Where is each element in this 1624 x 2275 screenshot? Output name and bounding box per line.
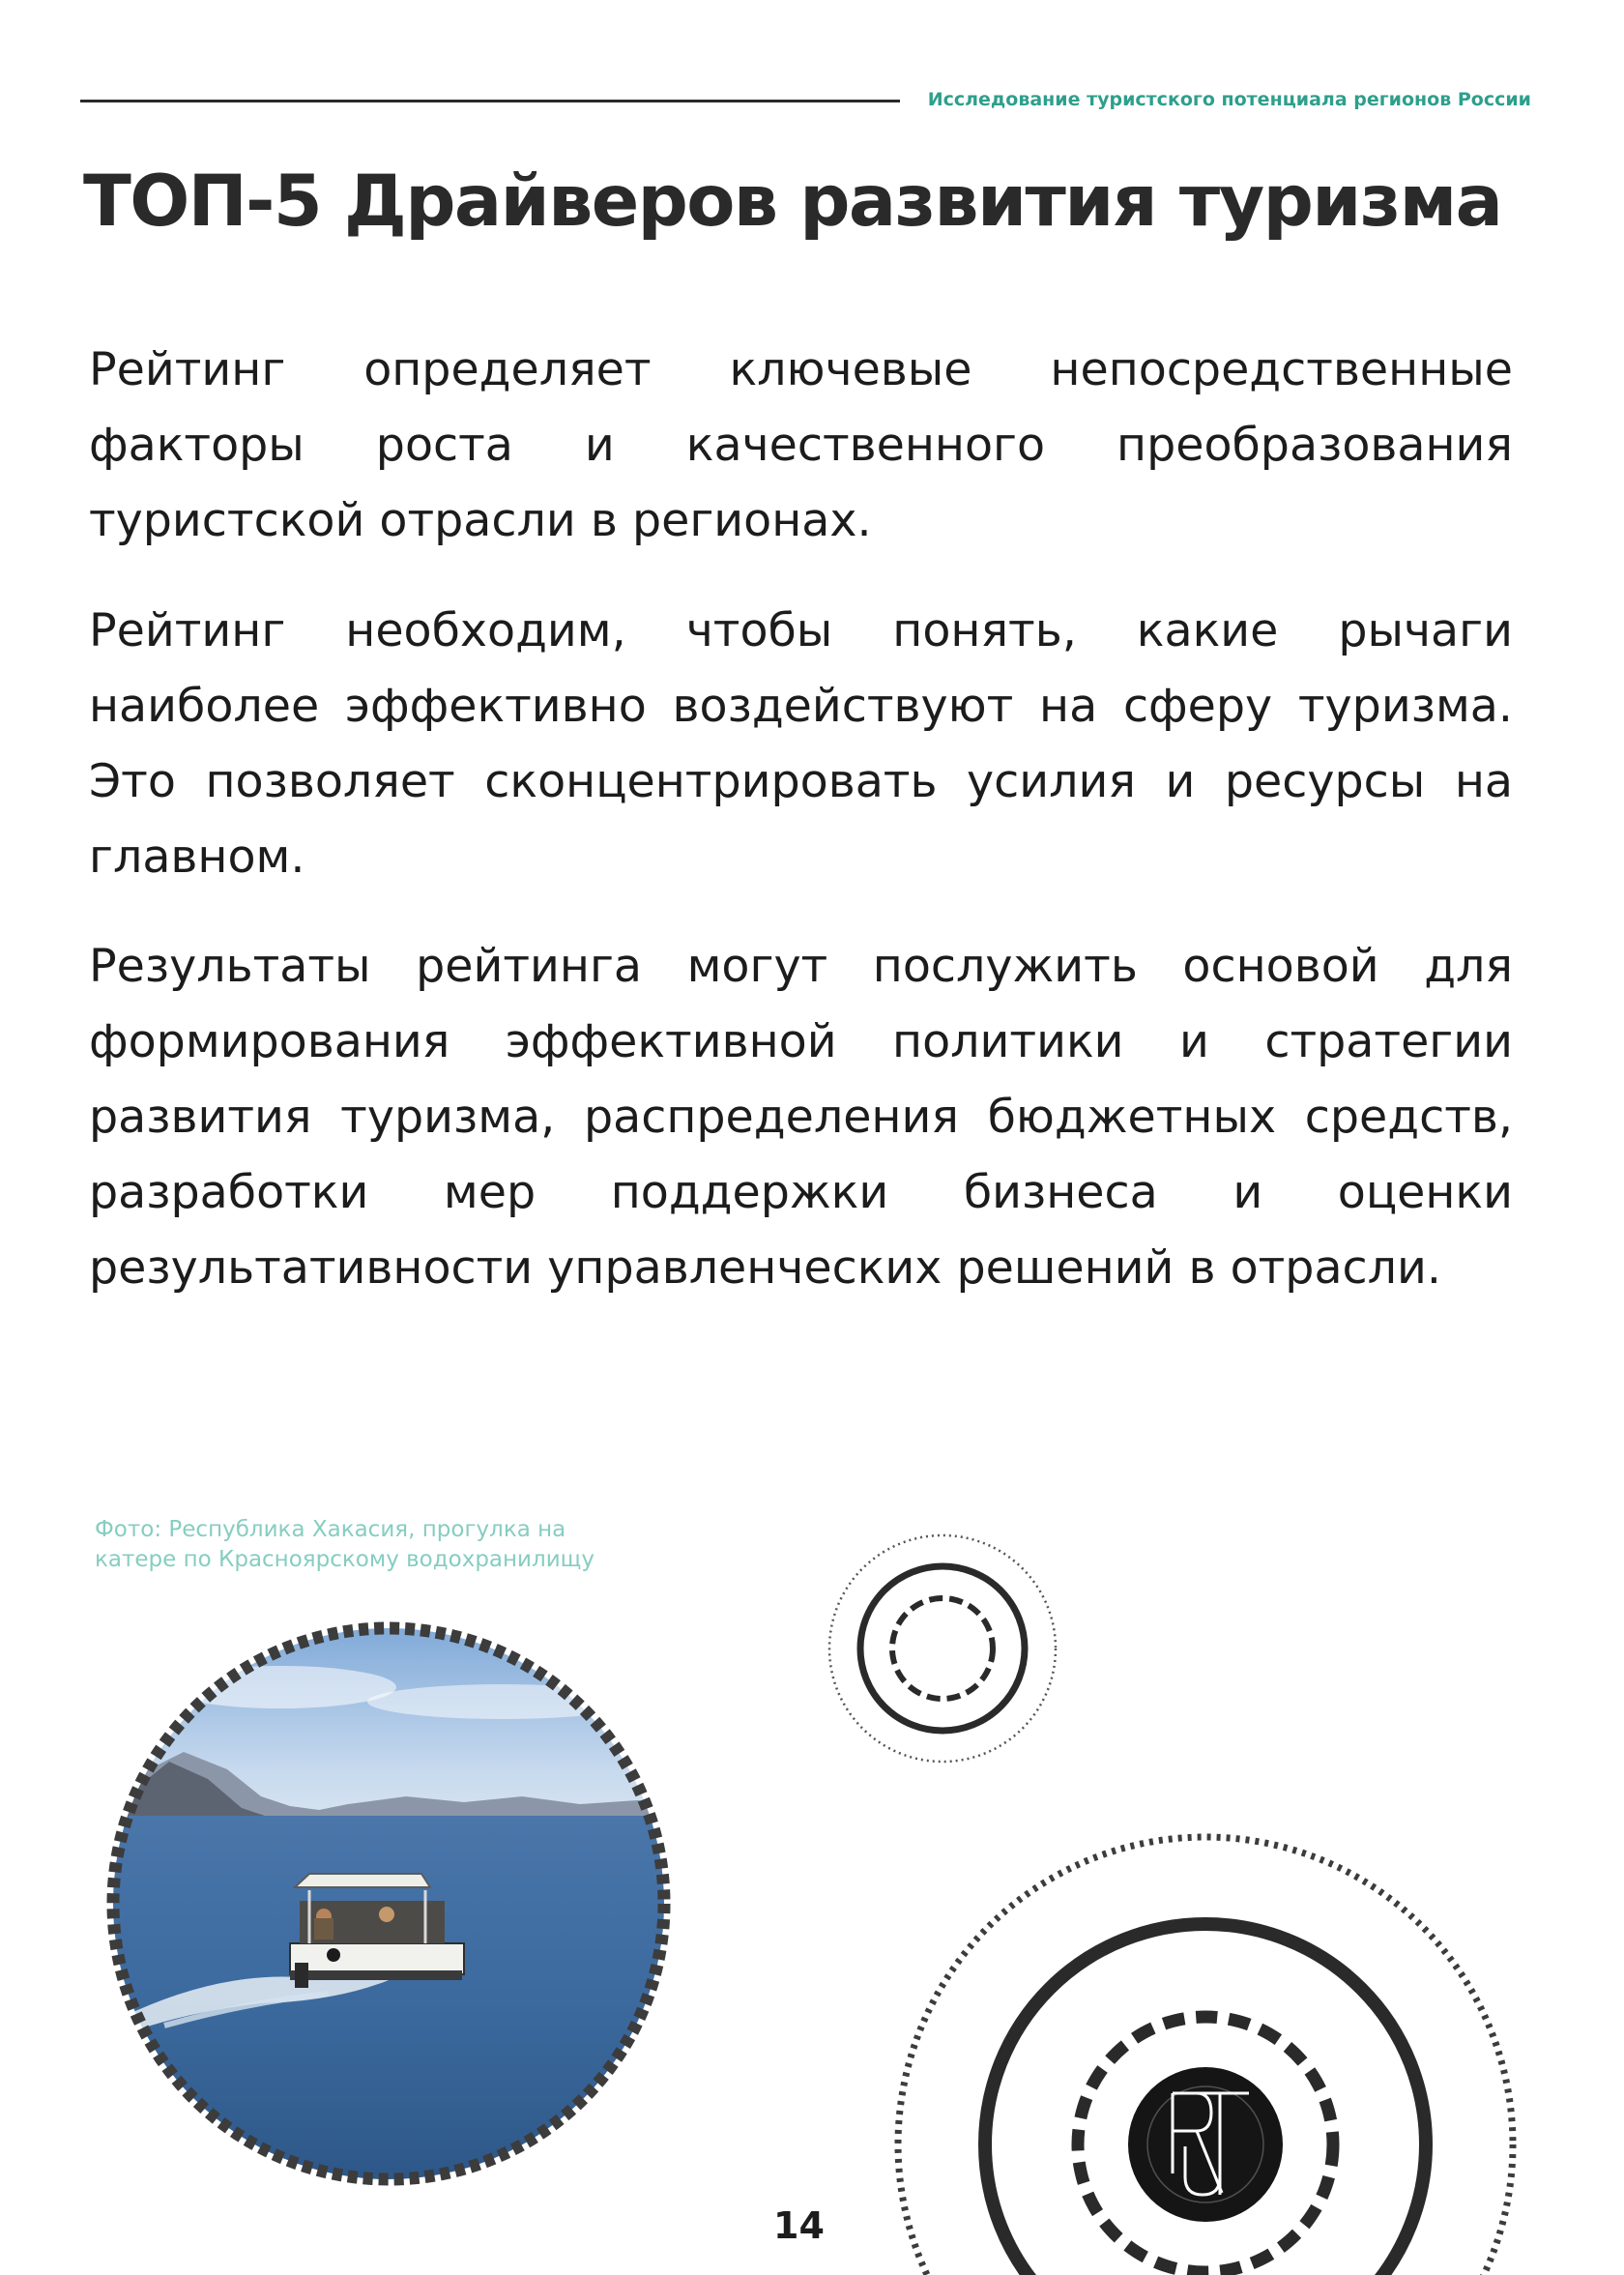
large-circles-ornament [898, 1837, 1513, 2275]
paragraph-3: Результаты рейтинга могут послужить основой для формирования эффективной политики и стратегии развития туризма, распределения бюджетных средств, разработки мер поддержки бизнеса и оценки результативности управленческих решений в отрасли. [89, 940, 1513, 1295]
running-title: Исследование туристского потенциала регионов России [927, 89, 1531, 110]
page-title: ТОП-5 Драйверов развития туризма [83, 160, 1502, 243]
page-number: 14 [773, 2204, 825, 2247]
small-circles-ornament [829, 1535, 1056, 1762]
paragraph-1: Рейтинг определяет ключевые непосредственные факторы роста и качественного преобразования туристской отрасли в регионах. [89, 343, 1513, 547]
photo-caption: Фото: Республика Хакасия, прогулка на катере по Красноярскому водохранилищу [95, 1517, 594, 1572]
paragraph-2: Рейтинг необходим, чтобы понять, какие рычаги наиболее эффективно воздействуют на сферу туризма. Это позволяет сконцентрировать усилия и ресурсы на главном. [89, 604, 1513, 884]
